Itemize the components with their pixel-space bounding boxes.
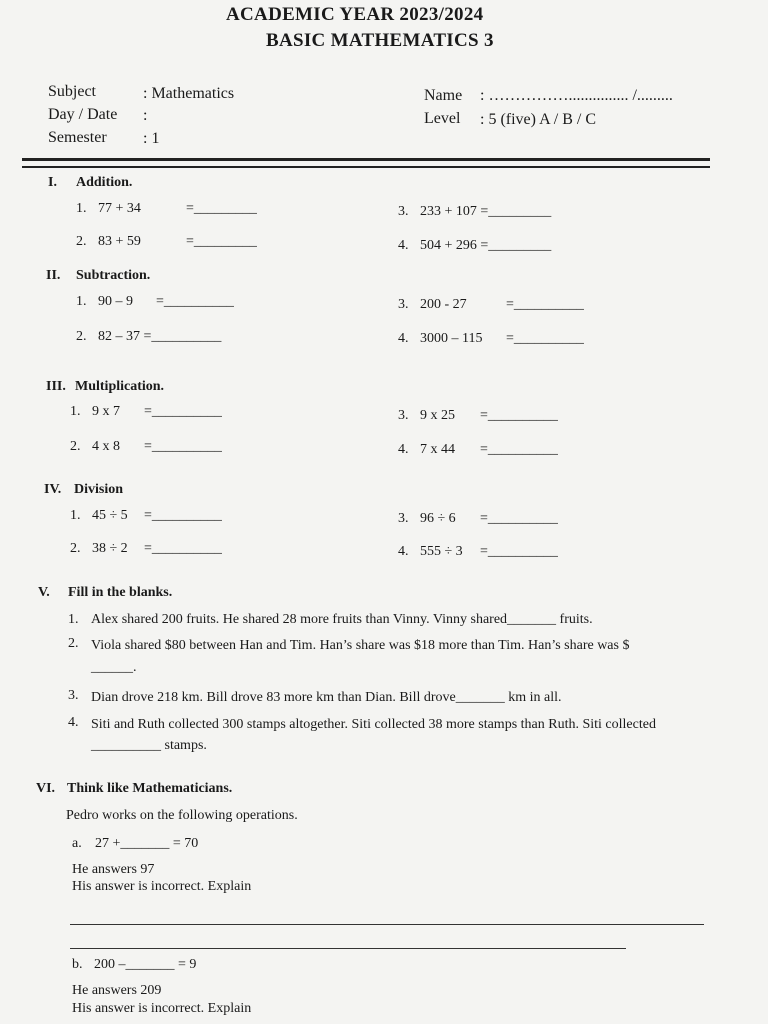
addition-q4: 4. 504 + 296 =_________	[398, 238, 552, 253]
day-date-value: :	[143, 107, 148, 124]
section-addition-title: Addition.	[76, 175, 133, 190]
think-b-answer: He answers 209	[72, 983, 162, 998]
think-b-explain: His answer is incorrect. Explain	[72, 1001, 252, 1016]
fill-q3-text: Dian drove 218 km. Bill drove 83 more km than Dian. Bill drove_______ km in all.	[91, 690, 562, 705]
section-subtraction-number: II.	[46, 268, 61, 283]
section-division-title: Division	[74, 482, 124, 497]
think-b-number: b.	[72, 957, 83, 972]
division-q1: 1. 45 ÷ 5 =__________	[70, 508, 222, 523]
fill-q4-number: 4.	[68, 715, 79, 730]
multiplication-q4: 4. 7 x 44 =__________	[398, 442, 558, 457]
subtraction-q2: 2. 82 – 37 =__________	[76, 329, 222, 344]
multiplication-q3: 3. 9 x 25 =__________	[398, 408, 558, 423]
level-label: Level	[424, 110, 461, 127]
think-a-answer: He answers 97	[72, 862, 155, 877]
division-q3: 3. 96 ÷ 6 =__________	[398, 511, 558, 526]
name-label: Name	[424, 87, 463, 104]
fill-q4-continued: __________ stamps.	[91, 738, 207, 753]
header-divider-thick	[22, 158, 710, 161]
fill-q2-continued: ______.	[91, 660, 137, 675]
think-a-explain: His answer is incorrect. Explain	[72, 879, 252, 894]
section-multiplication-title: Multiplication.	[75, 379, 165, 394]
subtraction-q3: 3. 200 - 27 =__________	[398, 297, 584, 312]
fill-q2-number: 2.	[68, 636, 79, 651]
section-think-title: Think like Mathematicians.	[67, 781, 233, 796]
section-fill-title: Fill in the blanks.	[68, 585, 173, 600]
subtraction-q1: 1. 90 – 9 =__________	[76, 294, 234, 309]
subject-label: Subject	[48, 83, 96, 100]
fill-q1-number: 1.	[68, 612, 79, 627]
semester-value: : 1	[143, 130, 160, 147]
think-intro: Pedro works on the following operations.	[66, 808, 298, 823]
division-q4: 4. 555 ÷ 3 =__________	[398, 544, 558, 559]
addition-q3: 3. 233 + 107 =_________	[398, 204, 552, 219]
page-title-year: ACADEMIC YEAR 2023/2024	[226, 4, 484, 25]
think-a-answer-line-2	[70, 948, 626, 949]
think-a-expression: 27 +_______ = 70	[95, 836, 199, 851]
think-a-number: a.	[72, 836, 82, 851]
section-multiplication-number: III.	[46, 379, 66, 394]
section-division-number: IV.	[44, 482, 62, 497]
header-divider-thin	[22, 166, 710, 168]
subject-value: : Mathematics	[143, 85, 235, 102]
think-a-answer-line-1	[70, 924, 704, 925]
name-field: : ……………............... /.........	[480, 87, 673, 104]
fill-q1-text: Alex shared 200 fruits. He shared 28 more fruits than Vinny. Vinny shared_______ fruits.	[91, 612, 593, 627]
multiplication-q2: 2. 4 x 8 =__________	[70, 439, 222, 454]
subtraction-q4: 4. 3000 – 115 =__________	[398, 331, 584, 346]
addition-q1: 1. 77 + 34 =_________	[76, 201, 257, 216]
division-q2: 2. 38 ÷ 2 =__________	[70, 541, 222, 556]
page-title-course: BASIC MATHEMATICS 3	[266, 30, 494, 51]
day-date-label: Day / Date	[48, 106, 118, 123]
multiplication-q1: 1. 9 x 7 =__________	[70, 404, 222, 419]
level-value: : 5 (five) A / B / C	[480, 111, 596, 128]
semester-label: Semester	[48, 129, 107, 146]
addition-q2: 2. 83 + 59 =_________	[76, 234, 257, 249]
fill-q2-text: Viola shared $80 between Han and Tim. Han’s share was $18 more than Tim. Han’s share was $	[91, 638, 630, 653]
fill-q4-text: Siti and Ruth collected 300 stamps altogether. Siti collected 38 more stamps than Ruth. Siti collected	[91, 717, 656, 732]
section-subtraction-title: Subtraction.	[76, 268, 151, 283]
fill-q3-number: 3.	[68, 688, 79, 703]
section-addition-number: I.	[48, 175, 57, 190]
think-b-expression: 200 –_______ = 9	[94, 957, 197, 972]
section-fill-number: V.	[38, 585, 50, 600]
section-think-number: VI.	[36, 781, 56, 796]
